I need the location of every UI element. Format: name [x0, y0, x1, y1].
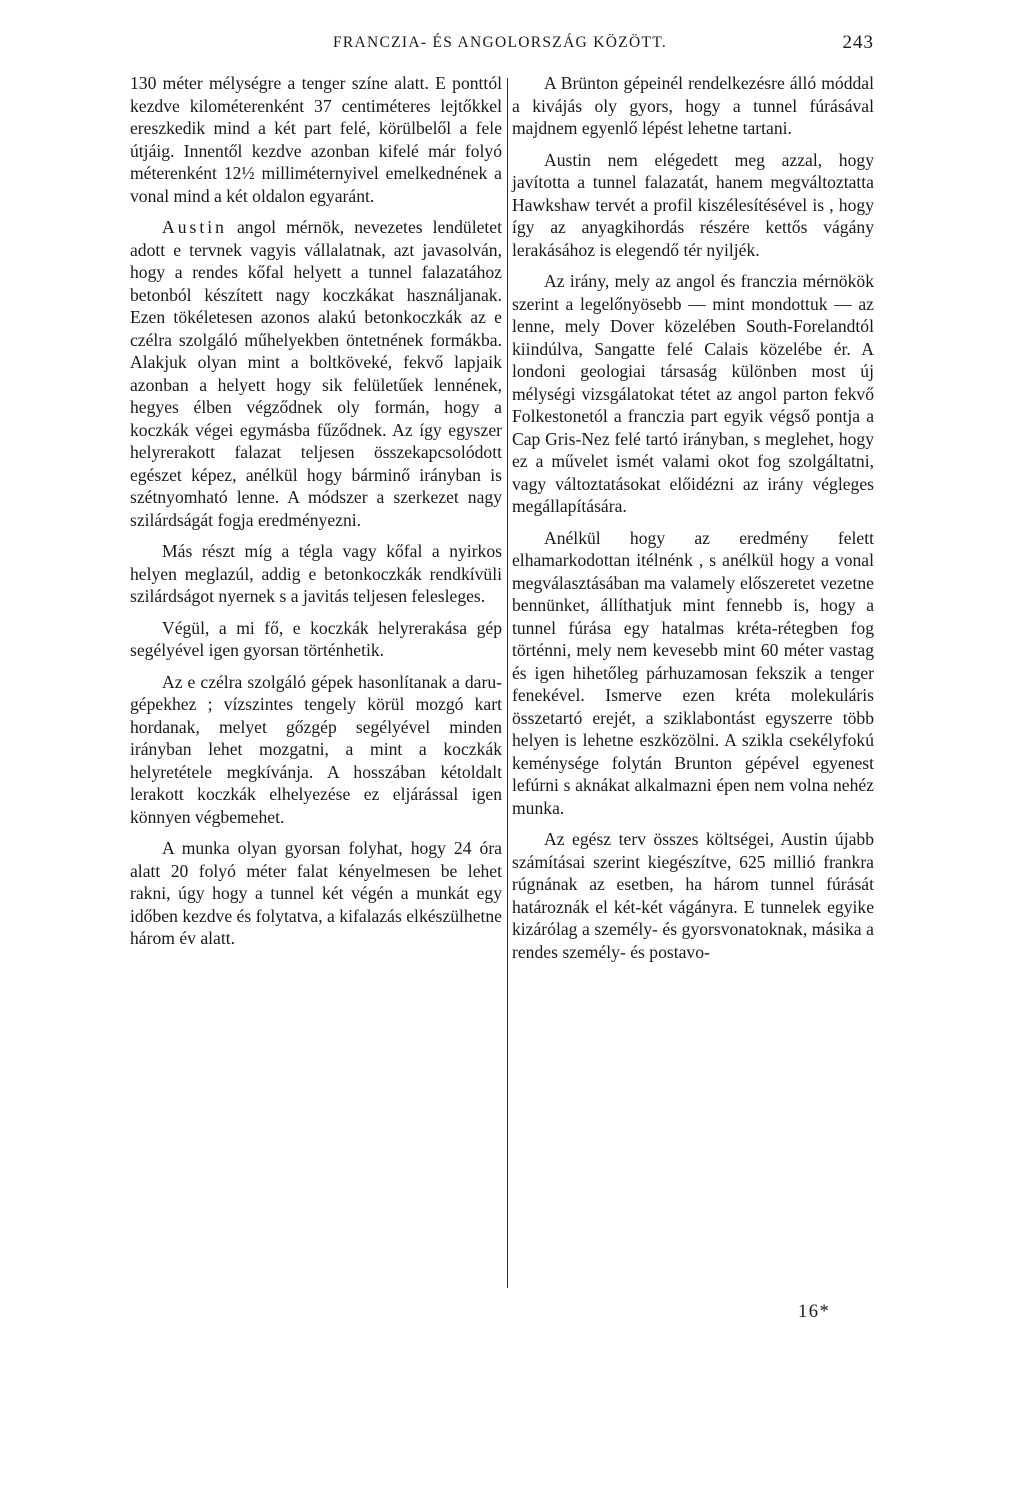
name-emphasis: Austin [162, 217, 227, 237]
right-column [512, 72, 874, 972]
left-column [130, 72, 502, 959]
paragraph: Az e czélra szolgáló gépek hasonlítanak a daru-gépekhez ; vízszintes tengely körül mozgó kart hordanak, melyet gőzgép segélyével minden irányban lehet mozgatni, a mint a koczkák helyretétele megkívánja. A hosszában kétoldalt lerakott koczkák elhelyezése ez eljárással igen könnyen végbemehet. [130, 671, 502, 827]
paragraph [130, 216, 502, 531]
paragraph: Austin nem elégedett meg azzal, hogy javította a tunnel falazatát, hanem megváltoztatta Hawkshaw tervét a profil kiszélesítésével is , hogy így az anyagkihordás részére kettős vágány lerakásához is elegendő tér nyiljék. [512, 149, 874, 260]
signature-mark: 16* [798, 1302, 831, 1322]
paragraph: Az irány, mely az angol és franczia mérnökök szerint a legelőnyösebb — mint mondottuk — az lenne, mely Dover közelében South-Forelandtól kiindúlva, Sangatte felé Calais közelébe ér. A londoni geologiai társaság különben most új mélységi vizsgálatokat tétet az angol parton fekvő Folkestonetól a franczia part egyik végső pontja a Cap Gris-Nez felé tartó irányban, s meglehet, hogy ez a művelet ismét valami okot fog szolgáltatni, vagy változtatásokat előidézni az irány végleges megállapítására. [512, 271, 874, 516]
running-title: FRANCZIA- ÉS ANGOLORSZÁG KÖZÖTT. [332, 34, 668, 51]
running-head [130, 30, 874, 56]
paragraph: Az egész terv összes költségei, Austin újabb számításai szerint kiegészítve, 625 millió frankra rúgnának az esetben, ha három tunnel fúrását határoznák el két-két vágányra. E tunnelek egyike kizárólag a személy- és gyorsvonatoknak, másika a rendes személy- és postavo- [512, 829, 874, 962]
paragraph: Anélkül hogy az eredmény felett elhamarkodottan itélnénk , s anélkül hogy a vonal megválasztásában ma valamely előszeretet vezetne bennünket, állíthatjuk mint fennebb is, hogy a tunnel fúrása egy hatalmas kréta-rétegben fog történni, mely nem kevesebb mint 60 méter vastag és igen hihetőleg párhuzamosan fekszik a tenger fenekével. Ismerve ezen kréta molekuláris összetartó erejét, a sziklabontást egyszerre több helyen is lehetne eszközölni. A szikla csekélyfokú keménysége folytán Brunton gépével egyenest lefúrni s aknákat alkalmazni épen nem volna nehéz munka. [512, 527, 874, 818]
paragraph: A munka olyan gyorsan folyhat, hogy 24 óra alatt 20 folyó méter falat kényelmesen be lehet rakni, úgy hogy a tunnel két végén a munkát egy időben kezdve és folytatva, a kifalazás elkészülhetne három év alatt. [130, 838, 502, 948]
paragraph: Más részt míg a tégla vagy kőfal a nyirkos helyen meglazúl, addig e betonkoczkák rendkívüli szilárdságot nyernek s a javitás teljesen felesleges. [130, 541, 502, 606]
paragraph: 130 méter mélységre a tenger színe alatt. E ponttól kezdve kilométerenként 37 centiméteres lejtőkkel ereszkedik mind a két part felé, körülbelől a fele útjáig. Innentől kezdve azonban kifelé már folyó méterenként 12½ milliméternyivel emelkednének a vonal mind a két oldalon egyaránt. [130, 73, 502, 206]
column-divider [507, 78, 508, 1288]
paragraph: A Brünton gépeinél rendelkezésre álló móddal a kivájás oly gyors, hogy a tunnel fúrásával majdnem egyenlő lépést lehetne tartani. [512, 73, 874, 138]
page-number: 243 [842, 32, 874, 53]
paragraph: Végül, a mi fő, e koczkák helyrerakása gép segélyével igen gyorsan történhetik. [130, 617, 502, 660]
paragraph-text: angol mérnök, nevezetes lendületet adott e tervnek vagyis vállalatnak, azt javasolván, hogy a rendes kőfal helyett a tunnel falazatához betonból készített nagy koczkákat használjanak. Ezen tökéletesen azonos alakú betonkoczkák az e czélra szolgáló műhelyekben öntetnének formákba. Alakjuk olyan mint a boltköveké, fekvő lapjaik azonban a helyett hogy sik felületűek lennének, hegyes élben végződnek oly formán, hogy a koczkák végei egymásba fűződnek. Az így egyszer helyrerakott falazat teljesen összekapcsolódott egészet képez, anélkül hogy bárminő irányban is szétnyomható lenne. A módszer a szerkezet nagy szilárdságát fogja eredményezni. [130, 217, 502, 530]
